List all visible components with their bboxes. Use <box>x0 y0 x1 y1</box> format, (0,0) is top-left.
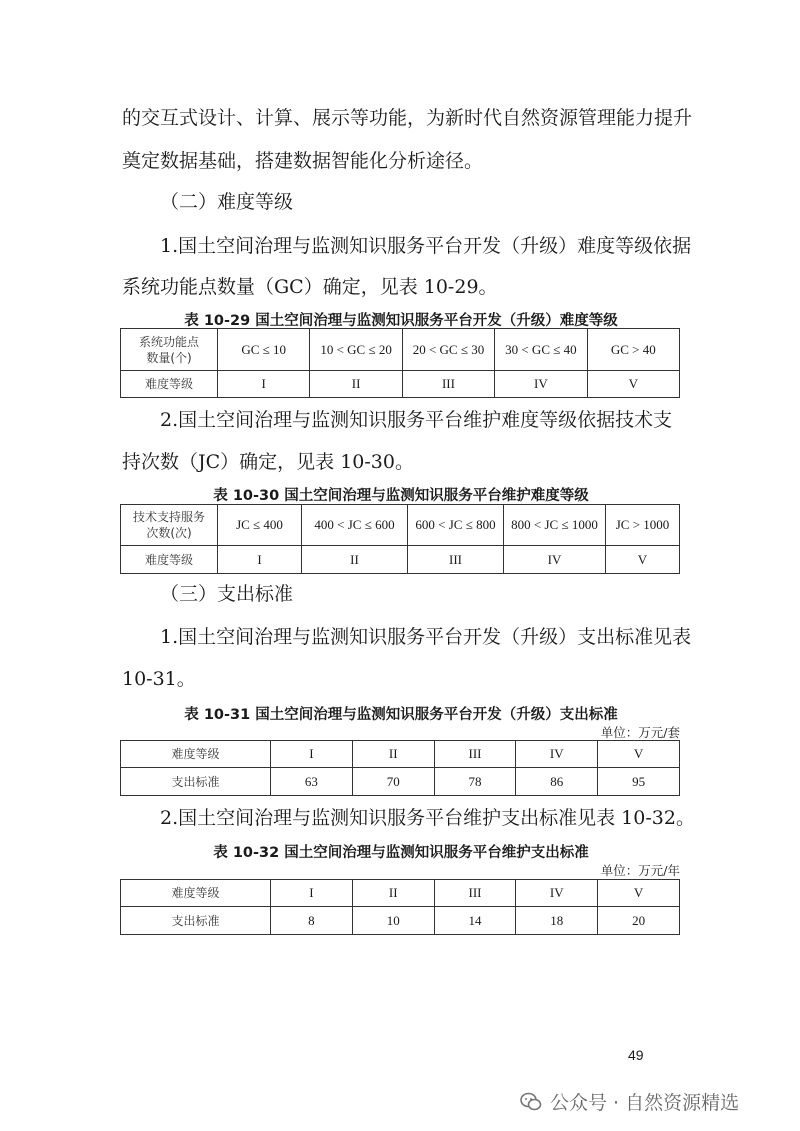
table-cell: 14 <box>434 907 516 935</box>
table-cell: 800 < JC ≤ 1000 <box>504 505 606 546</box>
table-cell: 10 < GC ≤ 20 <box>310 329 402 371</box>
table-cell: JC > 1000 <box>606 505 680 546</box>
row-label: 难度等级 <box>121 371 218 398</box>
row-label: 难度等级 <box>121 741 271 768</box>
table-cell: II <box>302 546 408 574</box>
paragraph-line: 的交互式设计、计算、展示等功能，为新时代自然资源管理能力提升 <box>122 107 693 129</box>
paragraph-line: 奠定数据基础，搭建数据智能化分析途径。 <box>122 150 484 172</box>
table-cell: GC > 40 <box>587 329 679 371</box>
table-caption: 表 10-32 国土空间治理与监测知识服务平台维护支出标准 <box>213 845 589 861</box>
row-label: 支出标准 <box>121 768 271 796</box>
table-cell: IV <box>504 546 606 574</box>
table-cell: III <box>434 741 516 768</box>
table-cell: 400 < JC ≤ 600 <box>302 505 408 546</box>
paragraph-line: 2.国土空间治理与监测知识服务平台维护支出标准见表 10-32。 <box>160 807 695 829</box>
table-cell: IV <box>516 880 598 907</box>
table-cell: I <box>271 741 353 768</box>
table-caption: 表 10-29 国土空间治理与监测知识服务平台开发（升级）难度等级 <box>184 313 618 329</box>
expense-table-10-31 <box>120 740 680 796</box>
paragraph-line: 1.国土空间治理与监测知识服务平台开发（升级）支出标准见表 <box>160 626 692 648</box>
section-heading: （二）难度等级 <box>160 191 294 213</box>
table-cell: V <box>606 546 680 574</box>
watermark-text: 公众号 · 自然资源精选 <box>550 1092 740 1114</box>
table-cell: I <box>218 546 302 574</box>
table-cell: II <box>352 741 434 768</box>
table-cell: III <box>408 546 504 574</box>
row-label: 难度等级 <box>121 546 218 574</box>
row-label: 系统功能点 数量(个) <box>121 329 218 371</box>
table-cell: I <box>271 880 353 907</box>
table-cell: III <box>434 880 516 907</box>
table-cell: 70 <box>352 768 434 796</box>
table-caption: 表 10-30 国土空间治理与监测知识服务平台维护难度等级 <box>213 488 589 504</box>
paragraph-line: 持次数（JC）确定，见表 10-30。 <box>122 451 414 473</box>
expense-table-10-32 <box>120 879 680 935</box>
table-cell: 20 < GC ≤ 30 <box>402 329 494 371</box>
table-cell: V <box>598 880 680 907</box>
row-label: 技术支持服务 次数(次) <box>121 505 218 546</box>
difficulty-table-10-29 <box>120 328 680 398</box>
paragraph-line: 系统功能点数量（GC）确定，见表 10-29。 <box>122 276 498 298</box>
row-label: 难度等级 <box>121 880 271 907</box>
table-cell: 600 < JC ≤ 800 <box>408 505 504 546</box>
paragraph-line: 1.国土空间治理与监测知识服务平台开发（升级）难度等级依据 <box>160 235 692 257</box>
page-number: 49 <box>628 1047 644 1063</box>
unit-label: 单位：万元/套 <box>600 725 680 740</box>
table-cell: 78 <box>434 768 516 796</box>
table-cell: 10 <box>352 907 434 935</box>
table-cell: 86 <box>516 768 598 796</box>
table-cell: 18 <box>516 907 598 935</box>
table-cell: GC ≤ 10 <box>218 329 310 371</box>
section-heading: （三）支出标准 <box>160 583 294 605</box>
difficulty-table-10-30 <box>120 504 680 574</box>
table-caption: 表 10-31 国土空间治理与监测知识服务平台开发（升级）支出标准 <box>184 707 618 723</box>
table-cell: III <box>402 371 494 398</box>
table-cell: V <box>587 371 679 398</box>
row-label: 支出标准 <box>121 907 271 935</box>
table-cell: 8 <box>271 907 353 935</box>
table-cell: I <box>218 371 310 398</box>
table-cell: JC ≤ 400 <box>218 505 302 546</box>
table-cell: IV <box>516 741 598 768</box>
table-cell: II <box>310 371 402 398</box>
table-cell: V <box>598 741 680 768</box>
table-cell: 95 <box>598 768 680 796</box>
paragraph-line: 10-31。 <box>122 668 196 690</box>
table-cell: 20 <box>598 907 680 935</box>
watermark <box>520 1088 739 1115</box>
table-cell: 63 <box>271 768 353 796</box>
table-cell: 30 < GC ≤ 40 <box>495 329 587 371</box>
unit-label: 单位：万元/年 <box>600 863 680 878</box>
wechat-icon <box>520 1092 542 1112</box>
paragraph-line: 2.国土空间治理与监测知识服务平台维护难度等级依据技术支 <box>160 409 673 431</box>
table-cell: II <box>352 880 434 907</box>
table-cell: IV <box>495 371 587 398</box>
